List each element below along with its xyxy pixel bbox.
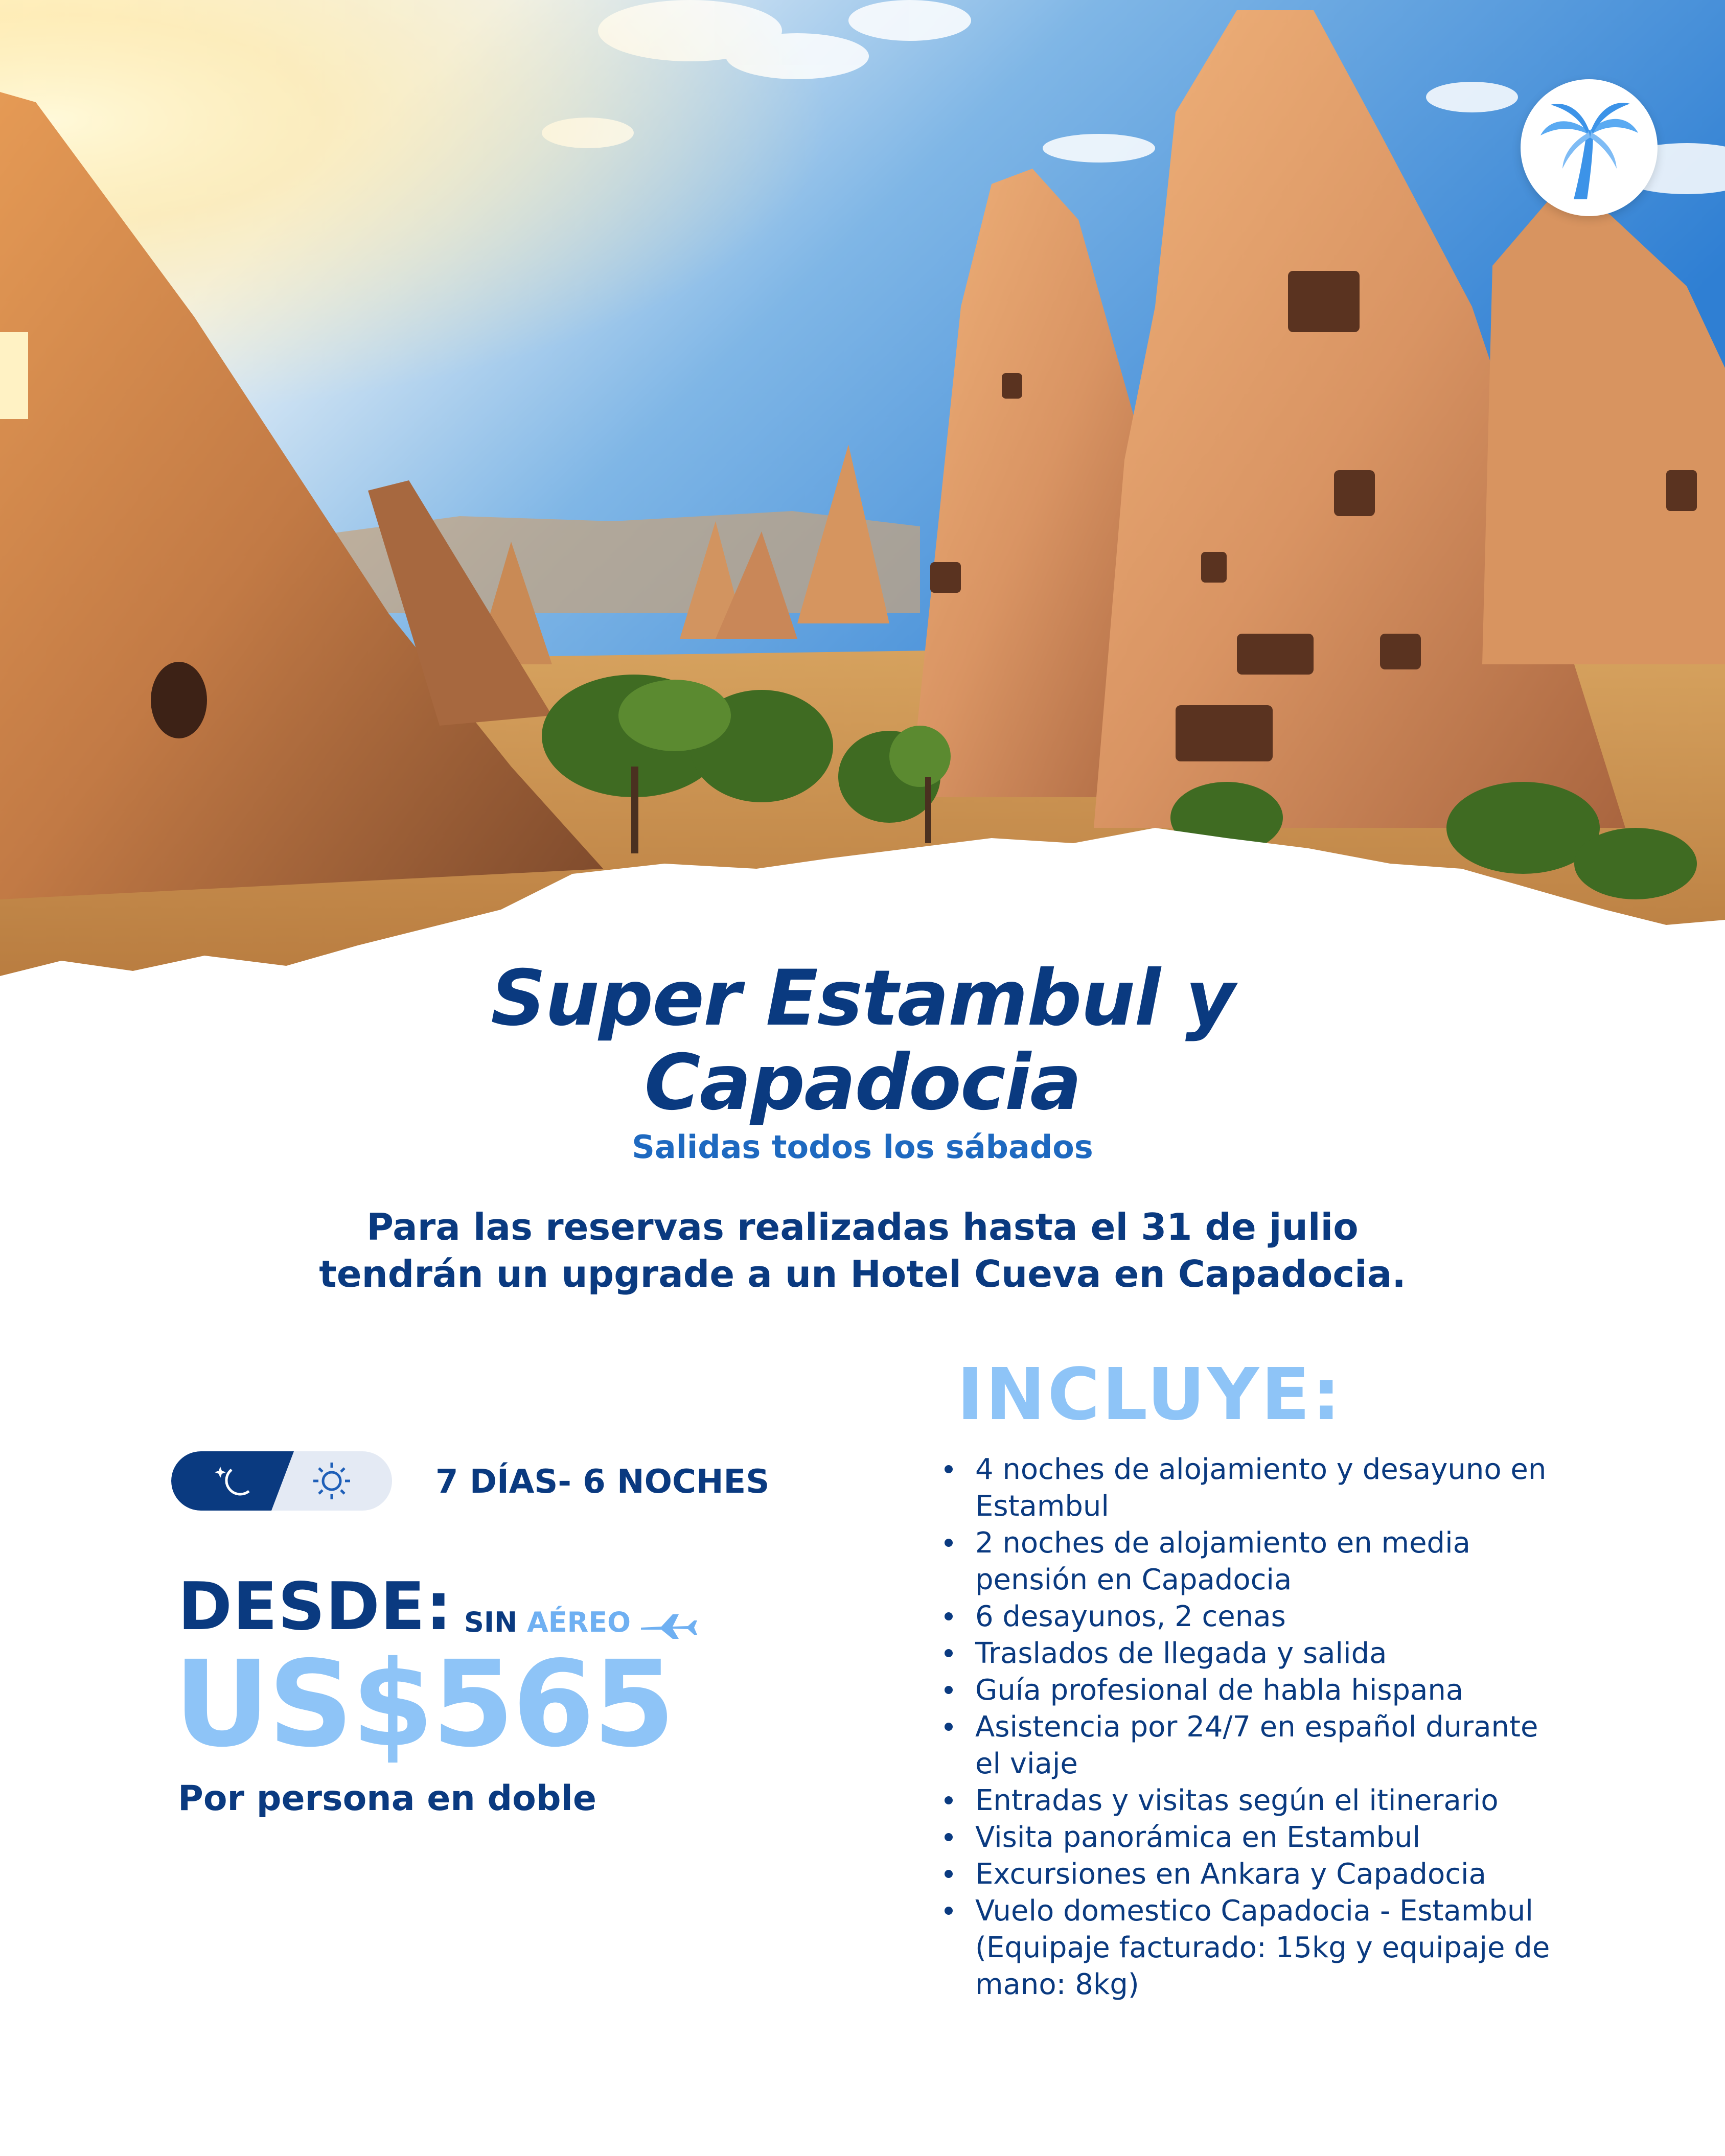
promo-line-1: Para las reservas realizadas hasta el 31 de julio: [366, 1205, 1359, 1248]
palm-tree-logo: [1521, 79, 1658, 216]
page-title-line-2: Capadocia: [644, 1038, 1081, 1127]
cappadocia-landscape-illustration: [0, 0, 1725, 1002]
list-item: Visita panorámica en Estambul: [938, 1819, 1552, 1856]
list-item: Vuelo domestico Capadocia - Estambul (Equipaje facturado: 15kg y equipaje de mano: 8kg): [938, 1893, 1552, 2003]
list-item: 6 desayunos, 2 cenas: [938, 1598, 1552, 1635]
promo-message: [0, 1203, 1725, 1297]
duration-label: 7 DÍAS- 6 NOCHES: [435, 1463, 770, 1501]
includes-list: [938, 1451, 1552, 2003]
price-amount: US$565: [174, 1635, 674, 1773]
list-item: Asistencia por 24/7 en español durante el viaje: [938, 1709, 1552, 1782]
list-item: Traslados de llegada y salida: [938, 1635, 1552, 1672]
list-item: Excursiones en Ankara y Capadocia: [938, 1856, 1552, 1893]
palm-tree-icon: [1538, 95, 1640, 202]
no-airfare-sin: SIN: [464, 1606, 518, 1638]
list-item: 4 noches de alojamiento y desayuno en Estambul: [938, 1451, 1552, 1525]
departures-subtitle: Salidas todos los sábados: [632, 1128, 1093, 1166]
promo-line-2: tendrán un upgrade a un Hotel Cueva en Capadocia.: [319, 1253, 1406, 1295]
list-item: Entradas y visitas según el itinerario: [938, 1782, 1552, 1819]
sun-icon: [313, 1463, 350, 1499]
list-item: Guía profesional de habla hispana: [938, 1672, 1552, 1709]
price-basis: Por persona en doble: [178, 1778, 596, 1819]
duration-pill: [171, 1451, 392, 1511]
page-title-line-1: Super Estambul y: [491, 954, 1234, 1043]
day-night-toggle: [171, 1451, 392, 1511]
list-item: 2 noches de alojamiento en media pensión en Capadocia: [938, 1525, 1552, 1598]
hero-image-cappadocia: [0, 0, 1725, 1002]
includes-heading: INCLUYE:: [957, 1353, 1343, 1436]
no-airfare-aereo: AÉREO: [527, 1606, 631, 1638]
price-from-label: DESDE:: [178, 1569, 452, 1645]
